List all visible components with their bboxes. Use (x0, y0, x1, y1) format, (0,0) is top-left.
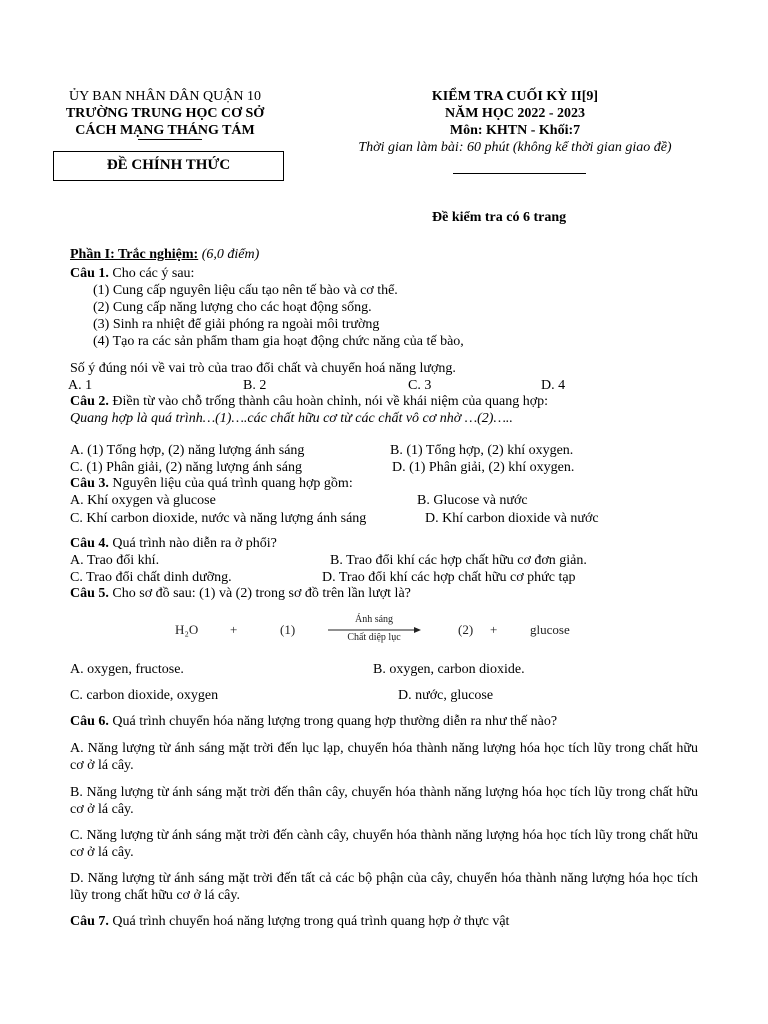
q1-label: Câu 1. (70, 266, 109, 281)
q5-label: Câu 5. (70, 586, 109, 601)
part1-points: (6,0 điểm) (198, 247, 260, 262)
q2-quote: Quang hợp là quá trình…(1)….các chất hữu cơ từ các chất vô cơ nhờ …(2)….. (70, 411, 513, 426)
q2-label: Câu 2. (70, 394, 109, 409)
q1-item-1: (1) Cung cấp nguyên liệu cấu tạo nên tế bào và cơ thể. (93, 283, 398, 298)
eq-glucose: glucose (530, 622, 570, 637)
page-count-note: Đề kiểm tra có 6 trang (432, 210, 567, 225)
q2-option-c: C. (1) Phân giải, (2) năng lượng ánh sáng (70, 460, 302, 475)
q3-stem (70, 475, 353, 492)
q1-stem (70, 265, 194, 282)
exam-title: KIỂM TRA CUỐI KỲ II[9] (431, 89, 599, 104)
q1-item-3: (3) Sinh ra nhiệt để giải phóng ra ngoài môi trường (93, 317, 380, 332)
q6-option-d: D. Năng lượng từ ánh sáng mặt trời đến tất cả các bộ phận của cây, chuyển hóa thành năng lượng hóa học tích lũy trong chất hữu cơ ở lá cây. (70, 871, 698, 903)
q6-option-a: A. Năng lượng từ ánh sáng mặt trời đến lục lạp, chuyển hóa thành năng lượng hóa học tích lũy trong chất hữu cơ ở lá cây. (70, 741, 698, 773)
q3-option-d: D. Khí carbon dioxide và nước (425, 511, 599, 526)
eq-arrow-bottom-label: Chất diệp lục (347, 632, 401, 643)
school-underline (138, 139, 202, 140)
subject-grade: Môn: KHTN - Khối:7 (449, 123, 581, 138)
q5-option-b: B. oxygen, carbon dioxide. (373, 662, 525, 677)
q2-text: Điền từ vào chỗ trống thành câu hoàn chỉnh, nói về khái niệm của quang hợp: (108, 394, 549, 409)
q5-stem (70, 585, 411, 602)
q6-label: Câu 6. (70, 714, 109, 729)
q1-item-4: (4) Tạo ra các sản phẩm tham gia hoạt động chức năng của tế bào, (93, 334, 464, 349)
q2-option-d: D. (1) Phân giải, (2) khí oxygen. (392, 460, 575, 475)
q1-option-b: B. 2 (243, 378, 267, 393)
part1-heading (70, 246, 259, 263)
q3-text: Nguyên liệu của quá trình quang hợp gồm: (108, 476, 353, 491)
q6-option-c: C. Năng lượng từ ánh sáng mặt trời đến cành cây, chuyển hóa thành năng lượng hóa học tích lũy trong chất hữu cơ ở lá cây. (70, 828, 698, 860)
time-allowed: Thời gian làm bài: 60 phút (không kể thời gian giao đề) (358, 140, 672, 155)
school-year: NĂM HỌC 2022 - 2023 (445, 106, 585, 121)
official-label: ĐỀ CHÍNH THỨC (106, 157, 231, 173)
school-line-2: CÁCH MẠNG THÁNG TÁM (75, 123, 255, 138)
q7-text: Quá trình chuyển hoá năng lượng trong quá trình quang hợp ở thực vật (108, 914, 510, 929)
q4-option-d: D. Trao đổi khí các hợp chất hữu cơ phức tạp (322, 570, 576, 585)
q1-text: Cho các ý sau: (108, 266, 195, 281)
q3-option-a: A. Khí oxygen và glucose (70, 493, 216, 508)
q6-stem (70, 713, 557, 730)
q3-option-b: B. Glucose và nước (417, 493, 528, 508)
q1-option-d: D. 4 (541, 378, 566, 393)
q2-stem (70, 393, 548, 410)
eq-blank-2: (2) (458, 622, 474, 637)
right-underline (453, 173, 586, 174)
q4-option-b: B. Trao đổi khí các hợp chất hữu cơ đơn giản. (330, 553, 587, 568)
q2-option-b: B. (1) Tổng hợp, (2) khí oxygen. (390, 443, 574, 458)
school-line-1: TRƯỜNG TRUNG HỌC CƠ SỞ (65, 106, 265, 121)
authority-line: ỦY BAN NHÂN DÂN QUẬN 10 (69, 89, 261, 104)
eq-blank-1: (1) (280, 622, 296, 637)
q4-label: Câu 4. (70, 536, 109, 551)
q5-option-d: D. nước, glucose (398, 688, 494, 703)
q1-option-c: C. 3 (408, 378, 432, 393)
q5-option-a: A. oxygen, fructose. (70, 662, 184, 677)
q2-option-a: A. (1) Tổng hợp, (2) năng lượng ánh sáng (70, 443, 305, 458)
q4-text: Quá trình nào diễn ra ở phổi? (108, 536, 277, 551)
q6-text: Quá trình chuyển hóa năng lượng trong quang hợp thường diễn ra như thế nào? (108, 714, 558, 729)
part1-title: Phần I: Trắc nghiệm: (70, 247, 199, 262)
q4-option-a: A. Trao đổi khí. (70, 553, 160, 568)
q7-label: Câu 7. (70, 914, 109, 929)
q1-option-a: A. 1 (68, 378, 93, 393)
q5-option-c: C. carbon dioxide, oxygen (70, 688, 219, 703)
q3-label: Câu 3. (70, 476, 109, 491)
q5-text: Cho sơ đồ sau: (1) và (2) trong sơ đồ trên lần lượt là? (108, 586, 411, 601)
eq-plus-2: + (490, 622, 498, 637)
q1-question: Số ý đúng nói về vai trò của trao đổi chất và chuyển hoá năng lượng. (70, 361, 456, 376)
q4-option-c: C. Trao đổi chất dinh dưỡng. (70, 570, 232, 585)
eq-plus-1: + (230, 622, 238, 637)
eq-h2o: H₂O (175, 622, 199, 637)
q6-option-b: B. Năng lượng từ ánh sáng mặt trời đến thân cây, chuyển hóa thành năng lượng hóa học tích lũy trong chất hữu cơ ở lá cây. (70, 785, 698, 817)
q4-stem (70, 535, 277, 552)
q7-stem (70, 913, 509, 930)
q1-item-2: (2) Cung cấp năng lượng cho các hoạt động sống. (93, 300, 372, 315)
eq-arrow-top-label: Ánh sáng (354, 614, 394, 625)
q3-option-c: C. Khí carbon dioxide, nước và năng lượng ánh sáng (70, 511, 367, 526)
